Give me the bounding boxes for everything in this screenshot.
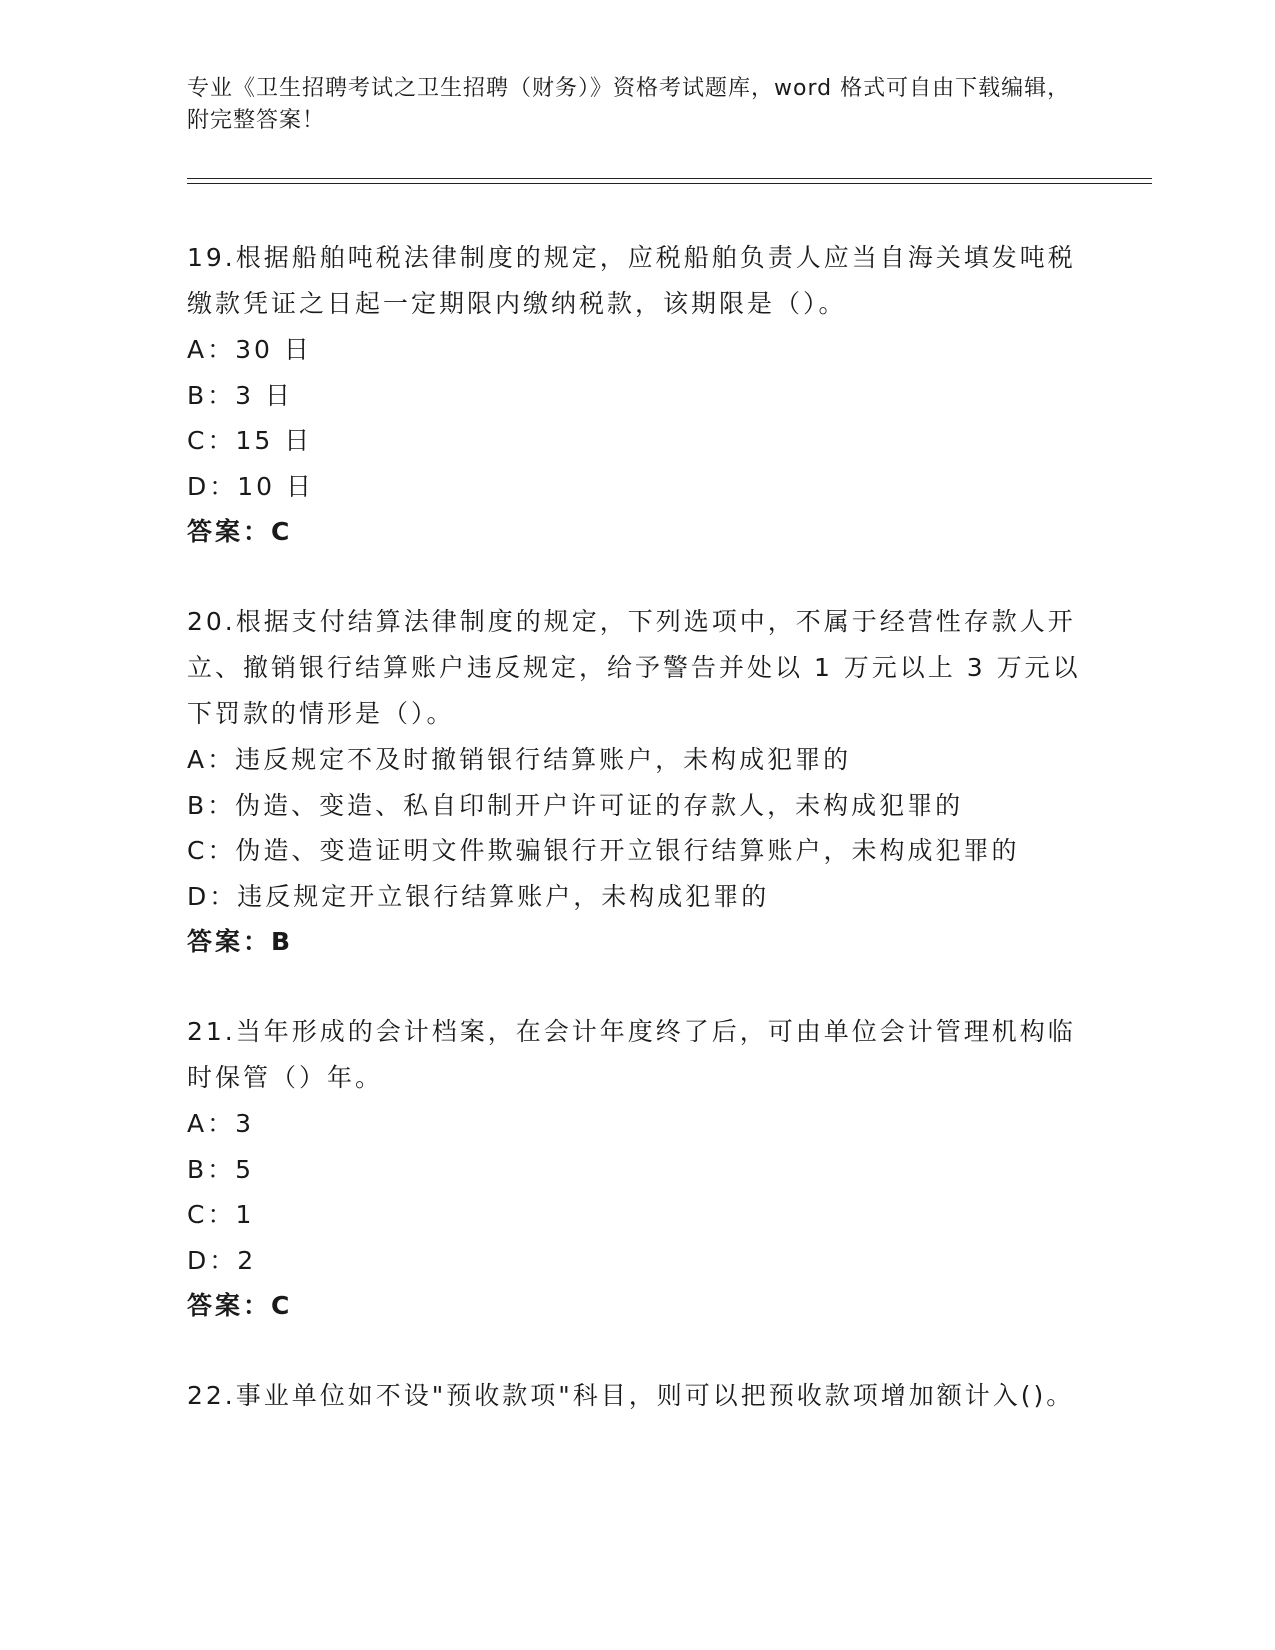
option-c: C：15 日 — [187, 426, 313, 455]
answer: 答案：C — [187, 1291, 293, 1320]
option-d: D：2 — [187, 1245, 257, 1275]
question-22 — [187, 1373, 1087, 1419]
question-21 — [187, 1009, 1087, 1329]
option-c: C：伪造、变造证明文件欺骗银行开立银行结算账户，未构成犯罪的 — [187, 836, 1020, 865]
option-b: B：5 — [187, 1154, 255, 1184]
header-divider-top — [187, 178, 1152, 179]
option-a: A：30 日 — [187, 335, 312, 364]
question-stem: 22.事业单位如不设"预收款项"科目，则可以把预收款项增加额计入()。 — [187, 1381, 1075, 1410]
option-d: D：10 日 — [187, 471, 315, 501]
answer: 答案：B — [187, 927, 294, 956]
question-list — [187, 235, 1087, 1463]
option-a: A：3 — [187, 1109, 255, 1138]
option-b: B：3 日 — [187, 380, 294, 410]
header-divider-bottom — [187, 183, 1152, 184]
answer: 答案：C — [187, 517, 293, 546]
question-19 — [187, 235, 1087, 555]
option-a: A：违反规定不及时撤销银行结算账户，未构成犯罪的 — [187, 745, 852, 774]
question-stem: 21.当年形成的会计档案，在会计年度终了后，可由单位会计管理机构临时保管（）年。 — [187, 1017, 1076, 1092]
question-20 — [187, 599, 1087, 965]
question-stem: 19.根据船舶吨税法律制度的规定，应税船舶负责人应当自海关填发吨税缴款凭证之日起一定期限内缴纳税款，该期限是（）。 — [187, 243, 1076, 318]
option-d: D：违反规定开立银行结算账户，未构成犯罪的 — [187, 881, 770, 911]
question-stem: 20.根据支付结算法律制度的规定，下列选项中，不属于经营性存款人开立、撤销银行结算账户违反规定，给予警告并处以 1 万元以上 3 万元以下罚款的情形是（）。 — [187, 607, 1081, 728]
option-b: B：伪造、变造、私自印制开户许可证的存款人，未构成犯罪的 — [187, 790, 964, 820]
document-header: 专业《卫生招聘考试之卫生招聘（财务）》资格考试题库，word 格式可自由下载编辑，附完整答案！ — [187, 76, 1071, 133]
option-c: C：1 — [187, 1200, 255, 1229]
